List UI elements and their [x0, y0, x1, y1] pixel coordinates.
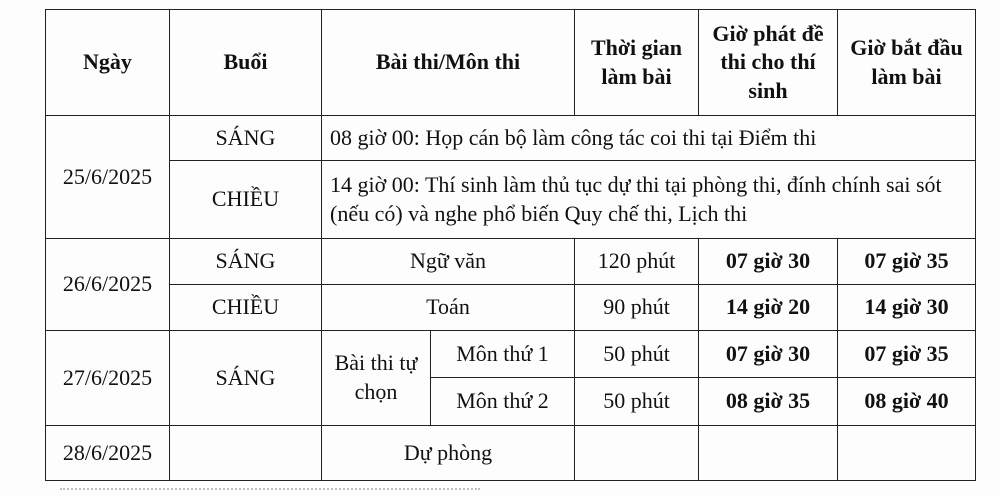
duration-cell: 50 phút [575, 331, 699, 378]
date-cell: 25/6/2025 [46, 116, 170, 239]
start-time-cell: 07 giờ 35 [838, 239, 976, 285]
start-time-cell: 08 giờ 40 [838, 378, 976, 426]
start-time-cell: 14 giờ 30 [838, 285, 976, 331]
issue-time-cell: 07 giờ 30 [699, 239, 838, 285]
date-cell: 27/6/2025 [46, 331, 170, 426]
note-cell: 08 giờ 00: Họp cán bộ làm công tác coi thi tại Điểm thi [322, 116, 976, 161]
session-cell: SÁNG [170, 116, 322, 161]
header-start-time: Giờ bắt đầu làm bài [838, 10, 976, 116]
header-row [46, 10, 976, 116]
header-issue-time: Giờ phát đề thi cho thí sinh [699, 10, 838, 116]
exam-schedule-table [45, 9, 976, 481]
table-row [46, 426, 976, 481]
session-cell: SÁNG [170, 331, 322, 426]
session-cell: SÁNG [170, 239, 322, 285]
table-row [46, 239, 976, 285]
elective-group-cell: Bài thi tự chọn [322, 331, 431, 426]
duration-cell: 50 phút [575, 378, 699, 426]
issue-time-cell: 07 giờ 30 [699, 331, 838, 378]
session-cell [170, 426, 322, 481]
start-time-cell: 07 giờ 35 [838, 331, 976, 378]
subject-cell: Môn thứ 2 [431, 378, 575, 426]
duration-cell: 90 phút [575, 285, 699, 331]
table-row [46, 285, 976, 331]
subject-cell: Dự phòng [322, 426, 575, 481]
note-cell: 14 giờ 00: Thí sinh làm thủ tục dự thi tại phòng thi, đính chính sai sót (nếu có) và nghe phổ biến Quy chế thi, Lịch thi [322, 161, 976, 239]
cropped-text-fragment [60, 488, 480, 496]
date-cell: 26/6/2025 [46, 239, 170, 331]
duration-cell [575, 426, 699, 481]
subject-cell: Môn thứ 1 [431, 331, 575, 378]
header-subject: Bài thi/Môn thi [322, 10, 575, 116]
issue-time-cell [699, 426, 838, 481]
subject-cell: Ngữ văn [322, 239, 575, 285]
table-row [46, 331, 976, 378]
table-row [46, 161, 976, 239]
date-cell: 28/6/2025 [46, 426, 170, 481]
header-duration: Thời gian làm bài [575, 10, 699, 116]
session-cell: CHIỀU [170, 285, 322, 331]
issue-time-cell: 14 giờ 20 [699, 285, 838, 331]
table-row [46, 116, 976, 161]
duration-cell: 120 phút [575, 239, 699, 285]
session-cell: CHIỀU [170, 161, 322, 239]
start-time-cell [838, 426, 976, 481]
subject-cell: Toán [322, 285, 575, 331]
issue-time-cell: 08 giờ 35 [699, 378, 838, 426]
header-session: Buổi [170, 10, 322, 116]
header-date: Ngày [46, 10, 170, 116]
